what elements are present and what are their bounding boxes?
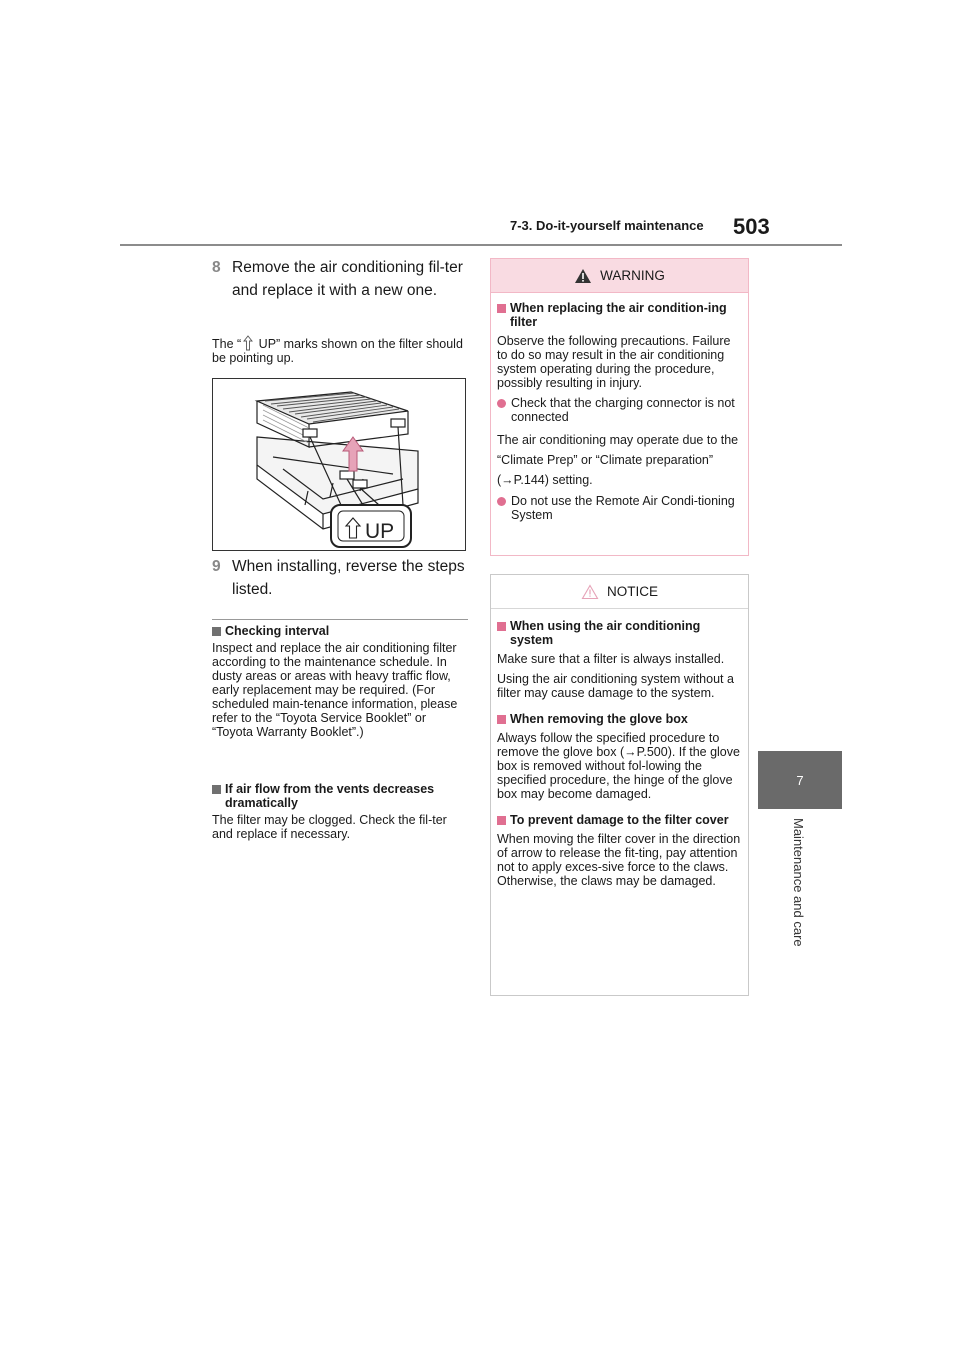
notice-box (490, 574, 749, 996)
up-label: UP (365, 520, 395, 543)
checking-interval-section (212, 624, 468, 739)
square-bullet-icon (497, 622, 506, 631)
chapter-label: Maintenance and care (791, 818, 806, 947)
square-bullet-icon (497, 816, 506, 825)
notice-paragraph: Using the air conditioning system without a filter may cause damage to the system. (497, 672, 734, 700)
up-arrow-icon (243, 335, 253, 351)
warning-triangle-icon (574, 268, 592, 284)
warning-heading: When replacing the air condition-ing filter (510, 301, 727, 329)
warning-bullet-note: The air conditioning may operate due to the “Climate Prep” or “Climate preparation” (→P.144) setting. (497, 433, 739, 487)
square-bullet-icon (497, 715, 506, 724)
step-8 (212, 256, 467, 302)
notice-heading: When removing the glove box (510, 712, 688, 726)
section-title: 7-3. Do-it-yourself maintenance (510, 218, 704, 233)
square-bullet-icon (212, 785, 221, 794)
warning-header (491, 259, 748, 293)
section-heading: If air flow from the vents decreases dramatically (225, 782, 435, 810)
step-number: 8 (212, 259, 221, 276)
air-flow-section (212, 782, 468, 841)
notice-header (491, 575, 748, 609)
notice-triangle-icon (581, 584, 599, 600)
chapter-number: 7 (796, 772, 804, 788)
warning-title: WARNING (600, 267, 665, 283)
chapter-tab[interactable] (758, 751, 842, 809)
warning-intro: Observe the following precautions. Failure to do so may result in the air conditioning system operating during the procedure, possibly resulting in injury. (497, 334, 731, 390)
page-number: 503 (733, 214, 770, 239)
notice-paragraph: Always follow the specified procedure to remove the glove box (→P.500). If the glove box is removed without fol-lowing the specified procedure, the hinge of the glove box may become damaged. (497, 731, 740, 801)
notice-title: NOTICE (606, 583, 658, 599)
square-bullet-icon (212, 627, 221, 636)
step-9 (212, 555, 467, 601)
notice-heading: When using the air conditioning system (510, 619, 701, 647)
section-heading: Checking interval (225, 624, 330, 638)
circle-bullet-icon (497, 399, 506, 408)
warning-bullet: Do not use the Remote Air Condi-tioning System (511, 494, 735, 522)
step-text: When installing, reverse the steps listed. (232, 558, 465, 598)
notice-paragraph: When moving the filter cover in the direction of arrow to release the fit-ting, pay attention not to apply exces-sive force to the claws. Otherwise, the claws may be damaged. (497, 832, 741, 888)
warning-box (490, 258, 749, 556)
section-divider (212, 619, 468, 620)
step-8-note: The “ UP” marks shown on the filter should be pointing up. (212, 337, 463, 365)
section-body: The filter may be clogged. Check the fil-ter and replace if necessary. (212, 813, 447, 841)
warning-bullet: Check that the charging connector is not connected (511, 396, 735, 424)
circle-bullet-icon (497, 497, 506, 506)
step-number: 9 (212, 558, 221, 575)
notice-heading: To prevent damage to the filter cover (510, 813, 729, 827)
notice-paragraph: Make sure that a filter is always installed. (497, 652, 725, 666)
header-rule (120, 244, 842, 246)
step-text: Remove the air conditioning fil-ter and replace it with a new one. (232, 259, 463, 299)
filter-drawing (213, 379, 465, 550)
square-bullet-icon (497, 304, 506, 313)
filter-illustration (212, 378, 466, 551)
section-body: Inspect and replace the air conditioning filter according to the maintenance schedule. In dusty areas or areas with heavy traffic flow, early replacement may be required. (For scheduled main-tenance information, please refer to the “Toyota Service Booklet” or “Toyota Warranty Booklet”.) (212, 641, 458, 739)
